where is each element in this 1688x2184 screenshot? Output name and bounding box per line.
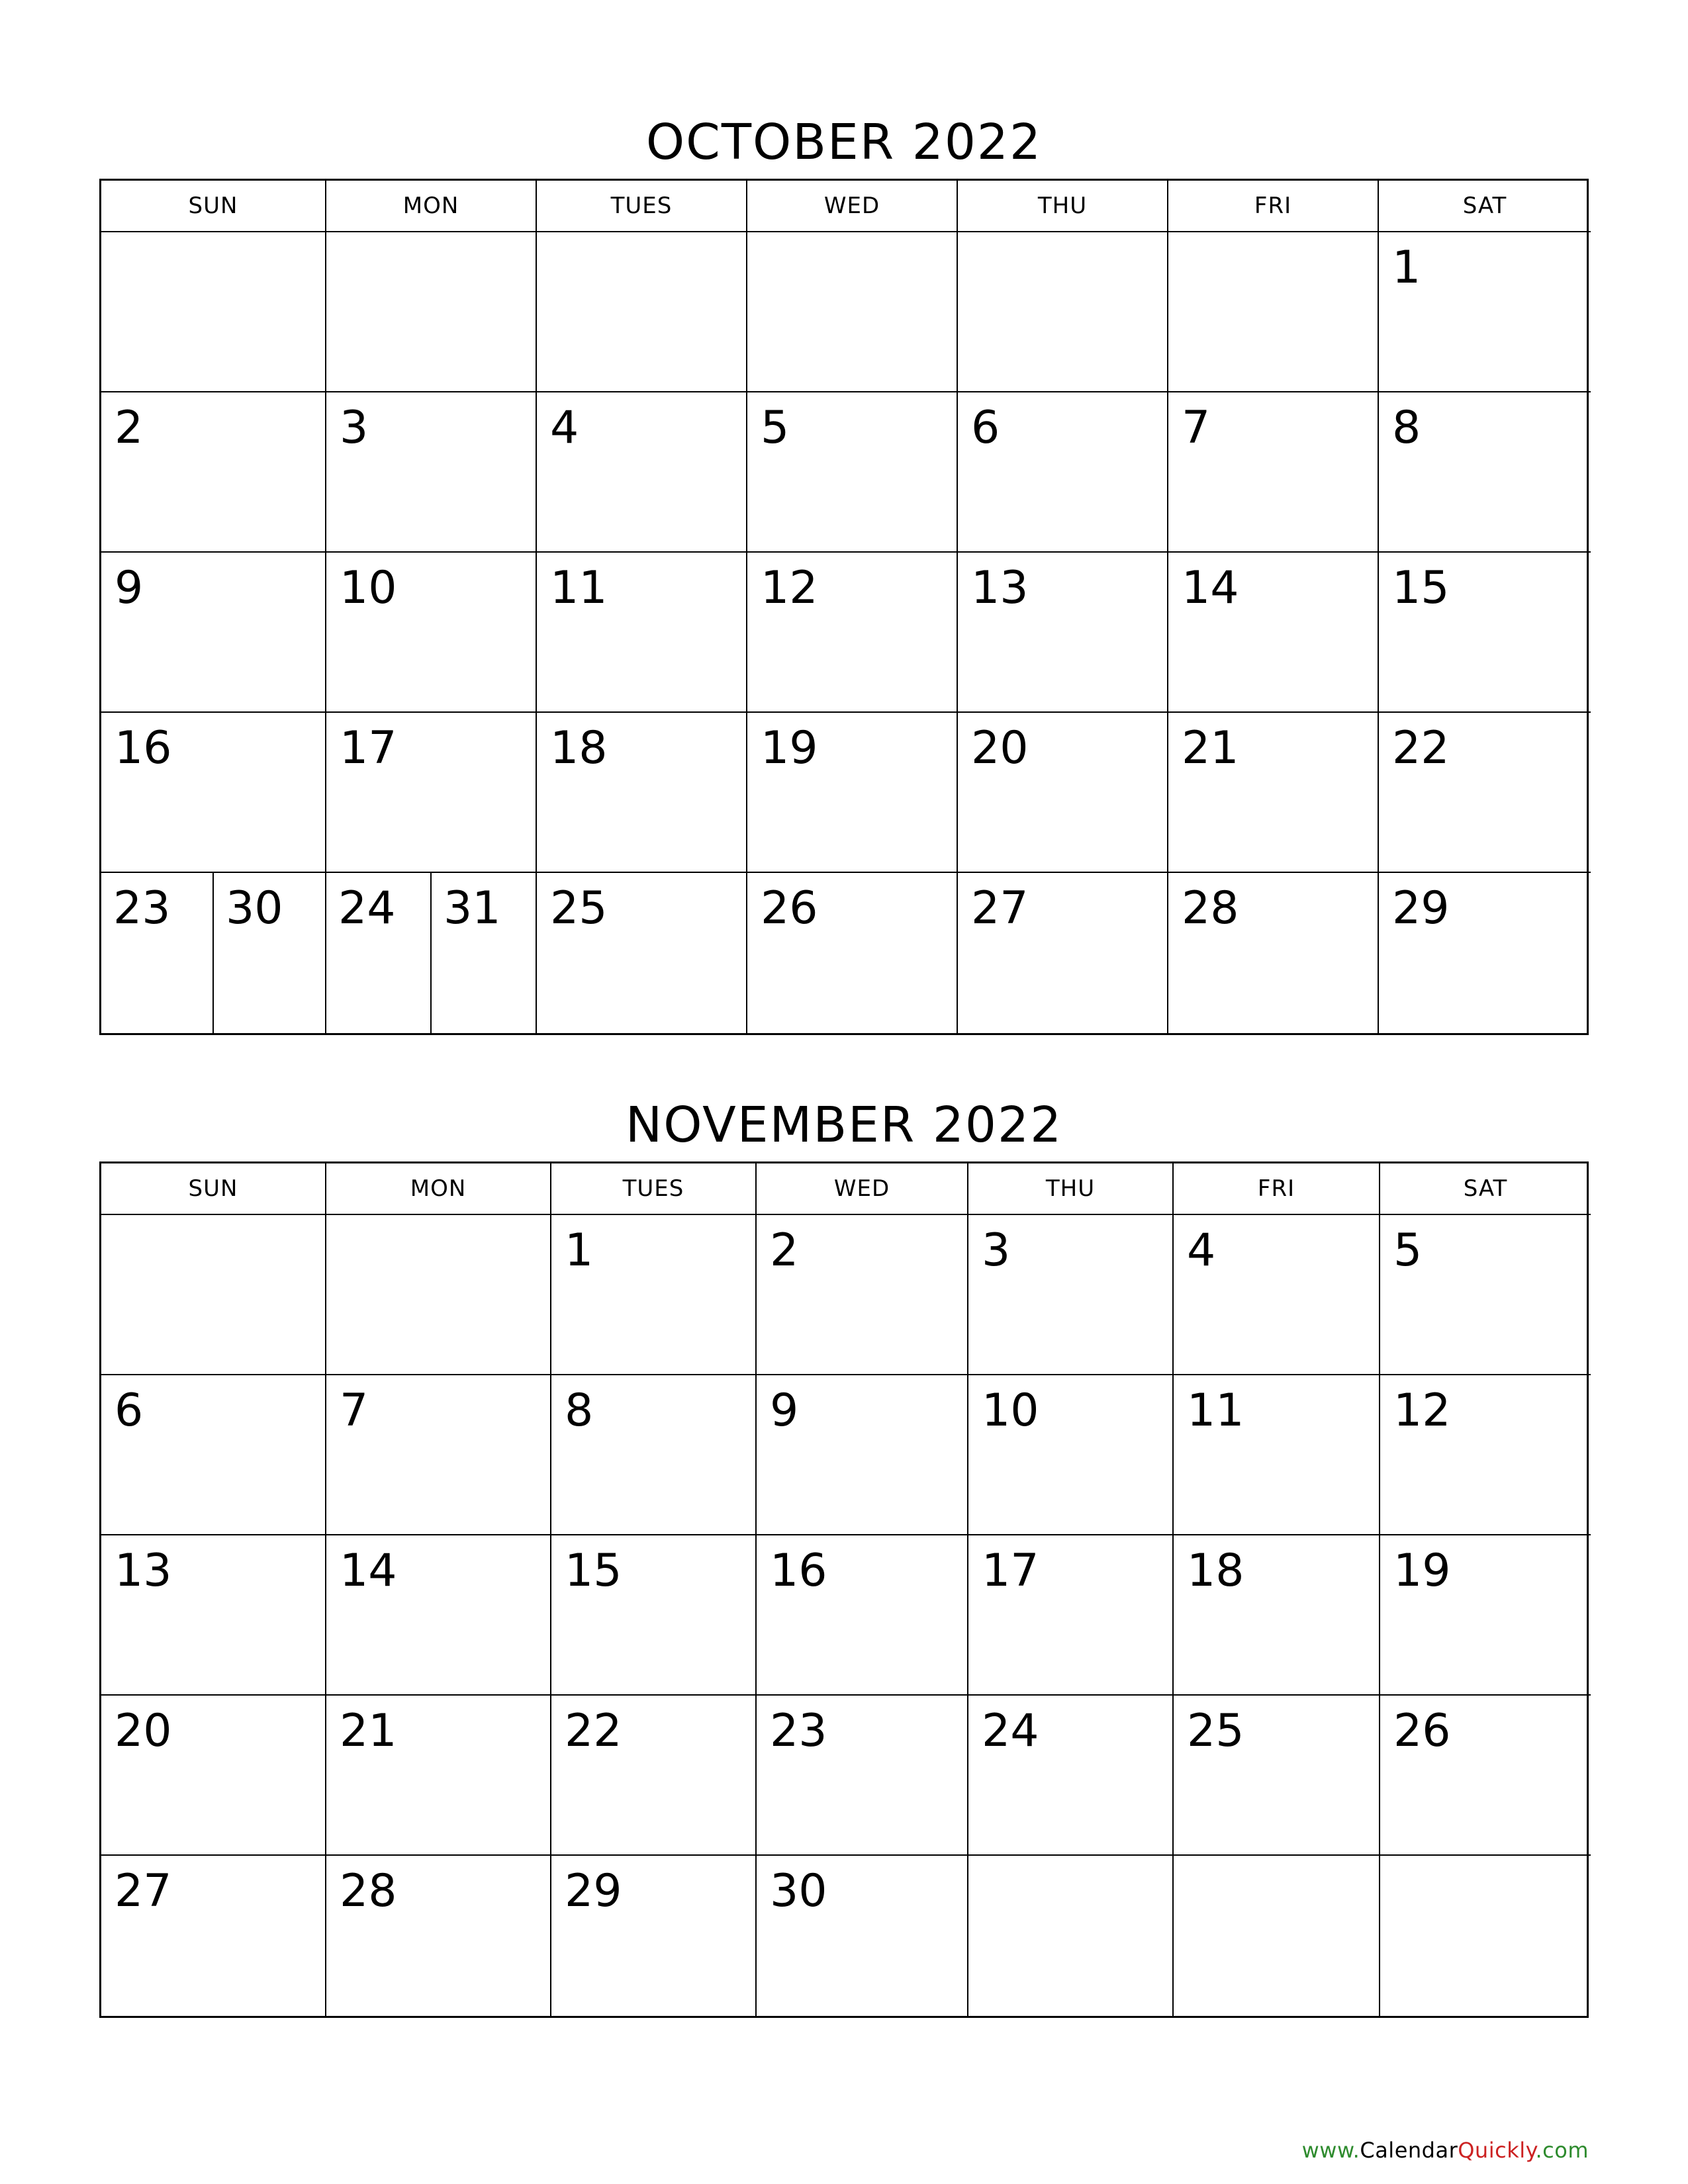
weekday-header-thu: THU xyxy=(968,1163,1174,1215)
month-title: OCTOBER 2022 xyxy=(645,114,1043,171)
day-number: 9 xyxy=(770,1385,799,1437)
day-number: 15 xyxy=(565,1545,622,1597)
day-cell xyxy=(537,873,747,1033)
day-number: 20 xyxy=(971,722,1029,774)
day-number: 25 xyxy=(1187,1705,1244,1757)
weekday-header-mon: MON xyxy=(326,181,537,232)
day-number: 2 xyxy=(115,402,144,454)
day-cell xyxy=(1168,873,1379,1033)
weekday-header-thu: THU xyxy=(958,181,1168,232)
day-number: 16 xyxy=(770,1545,827,1597)
day-number: 3 xyxy=(982,1224,1011,1277)
day-cell xyxy=(958,713,1168,873)
day-number: 20 xyxy=(115,1705,172,1757)
day-number: 23 xyxy=(101,873,214,1033)
november-calendar xyxy=(99,1089,1589,2018)
day-cell xyxy=(551,1696,757,1856)
day-number: 2 xyxy=(770,1224,799,1277)
day-number: 1 xyxy=(1392,242,1421,294)
day-number: 25 xyxy=(550,882,608,934)
day-cell xyxy=(1380,1696,1591,1856)
day-cell xyxy=(757,1856,968,2016)
day-cell-empty xyxy=(968,1856,1174,2016)
day-cell xyxy=(101,1856,326,2016)
day-cell xyxy=(968,1535,1174,1696)
day-number: 9 xyxy=(115,562,144,614)
day-number: 17 xyxy=(982,1545,1039,1597)
day-cell xyxy=(537,713,747,873)
day-cell-empty xyxy=(326,1215,551,1375)
weekday-header-fri: FRI xyxy=(1168,181,1379,232)
day-cell xyxy=(757,1696,968,1856)
day-cell xyxy=(747,713,958,873)
day-number: 24 xyxy=(982,1705,1039,1757)
day-cell xyxy=(551,1856,757,2016)
day-number: 4 xyxy=(550,402,579,454)
day-cell xyxy=(1168,713,1379,873)
footer-brand-b: Quickly xyxy=(1458,2138,1536,2163)
day-cell xyxy=(1168,392,1379,553)
footer-brand-a: Calendar xyxy=(1360,2138,1458,2163)
day-cell xyxy=(1174,1535,1380,1696)
weekday-header-sun: SUN xyxy=(101,1163,326,1215)
day-cell xyxy=(747,553,958,713)
day-cell xyxy=(1174,1375,1380,1535)
day-number: 12 xyxy=(1393,1385,1451,1437)
day-cell xyxy=(757,1215,968,1375)
day-cell xyxy=(551,1535,757,1696)
day-cell xyxy=(326,553,537,713)
day-cell xyxy=(968,1696,1174,1856)
day-number: 6 xyxy=(115,1385,144,1437)
website-footer xyxy=(1302,2138,1589,2163)
day-cell xyxy=(101,392,326,553)
day-number: 24 xyxy=(326,873,432,1033)
day-number: 14 xyxy=(340,1545,397,1597)
day-number: 22 xyxy=(1392,722,1450,774)
weekday-header-wed: WED xyxy=(757,1163,968,1215)
footer-prefix: www. xyxy=(1301,2138,1360,2163)
day-number: 23 xyxy=(770,1705,827,1757)
day-cell xyxy=(968,1375,1174,1535)
day-cell xyxy=(757,1375,968,1535)
day-cell xyxy=(326,392,537,553)
day-number: 3 xyxy=(340,402,369,454)
footer-suffix: .com xyxy=(1535,2138,1589,2163)
day-cell xyxy=(1379,392,1591,553)
day-number: 28 xyxy=(340,1865,397,1917)
day-cell-empty xyxy=(958,232,1168,392)
day-cell-empty xyxy=(326,232,537,392)
day-cell xyxy=(1174,1696,1380,1856)
weekday-header-tues: TUES xyxy=(537,181,747,232)
day-number: 22 xyxy=(565,1705,622,1757)
day-cell xyxy=(1168,553,1379,713)
day-cell xyxy=(747,392,958,553)
calendar-grid xyxy=(99,1161,1589,2018)
day-cell xyxy=(101,713,326,873)
day-number: 13 xyxy=(971,562,1029,614)
day-cell xyxy=(958,873,1168,1033)
day-number: 26 xyxy=(761,882,818,934)
day-cell xyxy=(537,392,747,553)
day-number: 29 xyxy=(565,1865,622,1917)
day-number: 7 xyxy=(1182,402,1211,454)
day-cell xyxy=(1380,1215,1591,1375)
day-number: 31 xyxy=(444,882,501,934)
day-number: 15 xyxy=(1392,562,1450,614)
day-cell-empty xyxy=(1168,232,1379,392)
day-cell-empty xyxy=(747,232,958,392)
day-cell xyxy=(101,1375,326,1535)
day-cell xyxy=(1379,232,1591,392)
day-number: 5 xyxy=(1393,1224,1423,1277)
weekday-header-sun: SUN xyxy=(101,181,326,232)
day-number: 26 xyxy=(1393,1705,1451,1757)
day-number: 8 xyxy=(1392,402,1421,454)
day-number: 5 xyxy=(761,402,790,454)
weekday-header-wed: WED xyxy=(747,181,958,232)
day-number: 17 xyxy=(340,722,397,774)
day-number: 30 xyxy=(226,882,283,934)
day-number: 19 xyxy=(1393,1545,1451,1597)
day-number: 27 xyxy=(971,882,1029,934)
day-number: 13 xyxy=(115,1545,172,1597)
calendar-grid xyxy=(99,179,1589,1035)
day-cell-empty xyxy=(1174,1856,1380,2016)
day-cell xyxy=(1380,1375,1591,1535)
day-number: 14 xyxy=(1182,562,1239,614)
day-number: 4 xyxy=(1187,1224,1216,1277)
month-title: NOVEMBER 2022 xyxy=(625,1097,1063,1154)
day-number: 18 xyxy=(1187,1545,1244,1597)
day-cell xyxy=(326,1696,551,1856)
day-cell xyxy=(326,1856,551,2016)
day-number: 10 xyxy=(982,1385,1039,1437)
day-cell xyxy=(958,553,1168,713)
weekday-header-sat: SAT xyxy=(1380,1163,1591,1215)
day-number: 6 xyxy=(971,402,1000,454)
weekday-header-tues: TUES xyxy=(551,1163,757,1215)
day-cell xyxy=(326,1375,551,1535)
day-cell xyxy=(101,1696,326,1856)
day-cell xyxy=(968,1215,1174,1375)
day-number: 1 xyxy=(565,1224,594,1277)
day-cell xyxy=(551,1375,757,1535)
day-cell xyxy=(101,553,326,713)
day-cell-split xyxy=(101,873,326,1033)
day-number: 7 xyxy=(340,1385,369,1437)
day-cell xyxy=(1174,1215,1380,1375)
day-cell xyxy=(101,1535,326,1696)
day-number: 29 xyxy=(1392,882,1450,934)
day-number: 12 xyxy=(761,562,818,614)
day-cell xyxy=(551,1215,757,1375)
day-number: 11 xyxy=(550,562,608,614)
weekday-header-sat: SAT xyxy=(1379,181,1591,232)
day-cell xyxy=(1380,1535,1591,1696)
day-number: 8 xyxy=(565,1385,594,1437)
day-cell xyxy=(757,1535,968,1696)
day-number: 21 xyxy=(340,1705,397,1757)
weekday-header-fri: FRI xyxy=(1174,1163,1380,1215)
day-number: 10 xyxy=(340,562,397,614)
day-cell xyxy=(326,1535,551,1696)
day-cell-empty xyxy=(1380,1856,1591,2016)
day-cell xyxy=(1379,553,1591,713)
october-calendar xyxy=(99,106,1589,1035)
day-number: 21 xyxy=(1182,722,1239,774)
day-number: 30 xyxy=(770,1865,827,1917)
day-number: 19 xyxy=(761,722,818,774)
day-cell-split xyxy=(326,873,537,1033)
day-number: 11 xyxy=(1187,1385,1244,1437)
day-cell xyxy=(326,713,537,873)
day-number: 27 xyxy=(115,1865,172,1917)
day-number: 28 xyxy=(1182,882,1239,934)
day-cell-empty xyxy=(101,1215,326,1375)
weekday-header-mon: MON xyxy=(326,1163,551,1215)
day-cell-empty xyxy=(537,232,747,392)
day-cell xyxy=(537,553,747,713)
day-cell xyxy=(1379,873,1591,1033)
day-cell-empty xyxy=(101,232,326,392)
day-cell xyxy=(1379,713,1591,873)
day-cell xyxy=(958,392,1168,553)
day-number: 16 xyxy=(115,722,172,774)
day-number: 18 xyxy=(550,722,608,774)
day-cell xyxy=(747,873,958,1033)
